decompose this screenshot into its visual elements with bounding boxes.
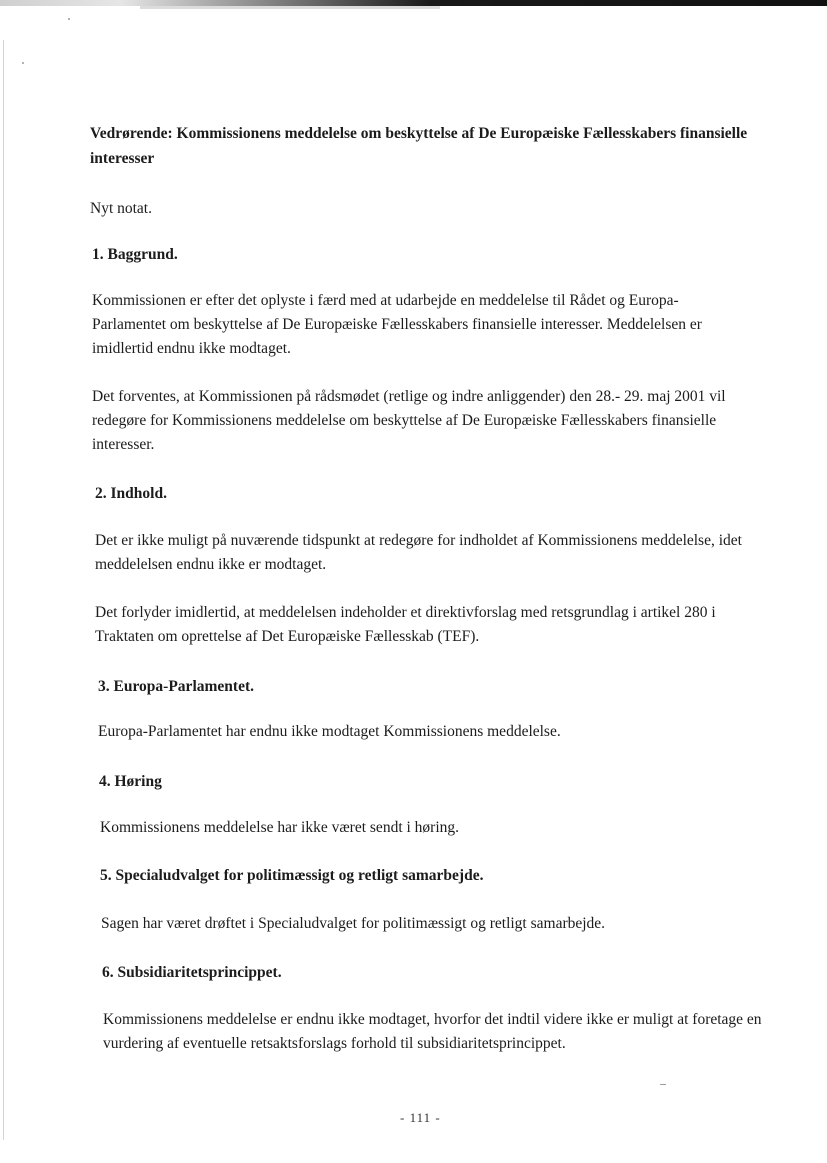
section-paragraph: Det er ikke muligt på nuværende tidspunkt at redegøre for indholdet af Kommissionens meddelelse, idet meddelelsen endnu ikke er modtaget. — [95, 532, 742, 573]
section-paragraph: Kommissionens meddelelse har ikke været sendt i høring. — [100, 819, 460, 836]
section-heading-specialudvalget: 5. Specialudvalget for politimæssigt og retligt samarbejde. — [100, 867, 484, 884]
section-paragraph: Det forlyder imidlertid, at meddelelsen indeholder et direktivforslag med retsgrundlag i artikel 280 i Traktaten om oprettelse af Det Europæiske Fællesskab (TEF). — [95, 604, 716, 645]
section-heading-europa-parlamentet: 3. Europa-Parlamentet. — [98, 678, 254, 695]
section-paragraph: Europa-Parlamentet har endnu ikke modtaget Kommissionens meddelelse. — [98, 723, 561, 740]
document-intro: Nyt notat. — [90, 200, 152, 217]
section-paragraph: Kommissionen er efter det oplyste i færd med at udarbejde en meddelelse til Rådet og Europa-Parlamentet om beskyttelse af De Europæiske Fællesskabers finansielle interesser. Meddelelsen er imidlertid endnu ikke modtaget. — [92, 292, 702, 357]
section-heading-hoering: 4. Høring — [99, 773, 162, 790]
section-heading-subsidiaritetsprincippet: 6. Subsidiaritetsprincippet. — [102, 964, 282, 981]
document-subject: Vedrørende: Kommissionens meddelelse om beskyttelse af De Europæiske Fællesskabers finansielle interesser — [90, 125, 748, 167]
section-heading-indhold: 2. Indhold. — [95, 485, 167, 502]
page-number: - 111 - — [400, 1110, 441, 1125]
section-paragraph: Sagen har været drøftet i Specialudvalget for politimæssigt og retligt samarbejde. — [101, 915, 606, 932]
section-paragraph: Kommissionens meddelelse er endnu ikke modtaget, hvorfor det indtil videre ikke er muligt at foretage en vurdering af eventuelle retsaktsforslags forhold til subsidiaritetsprincippet. — [103, 1011, 762, 1052]
section-heading-baggrund: 1. Baggrund. — [92, 246, 178, 263]
section-paragraph: Det forventes, at Kommissionen på rådsmødet (retlige og indre anliggender) den 28.- 29. maj 2001 vil redegøre for Kommissionens meddelelse om beskyttelse af De Europæiske Fællesskabers finansielle interesser. — [92, 388, 726, 453]
